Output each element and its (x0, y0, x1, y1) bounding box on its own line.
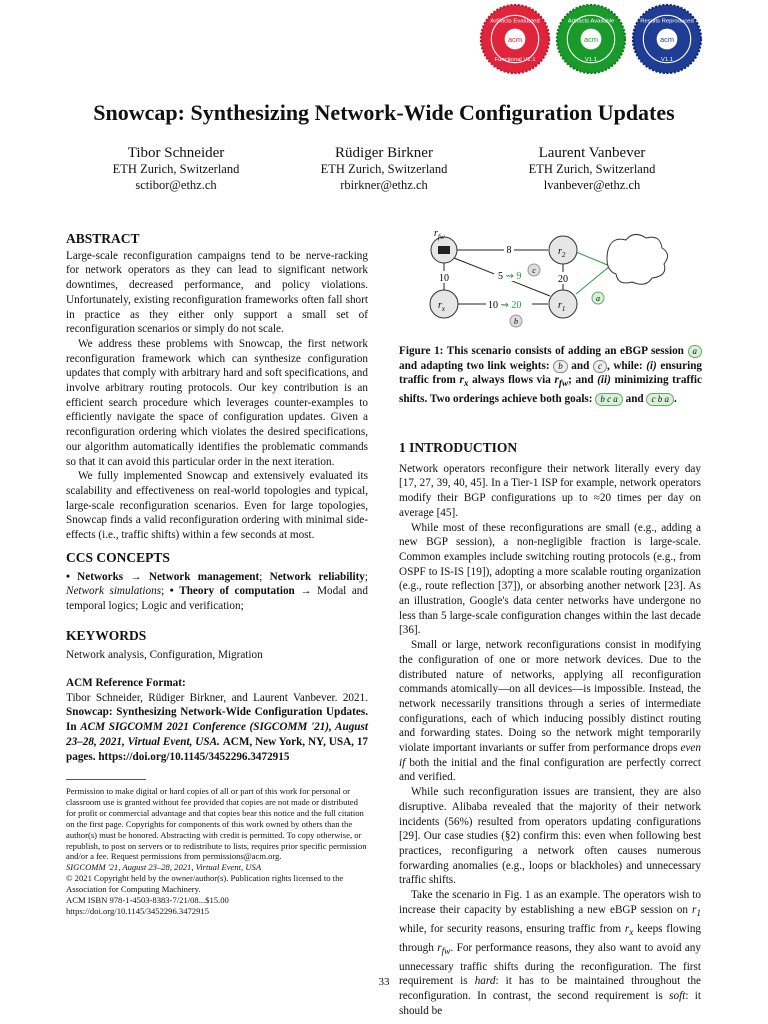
acm-logo: acm (508, 34, 522, 44)
author-name: Rüdiger Birkner (335, 145, 433, 161)
section-heading: ABSTRACT (66, 231, 140, 246)
edge-weight-fw-r1: 5 ⇝ 9 (498, 271, 522, 282)
badge-bottom-text: V1.1 (660, 57, 674, 64)
author-email: sctibor@ethz.ch (135, 178, 217, 192)
abstract-section (66, 232, 368, 543)
author-email: lvanbever@ethz.ch (543, 178, 641, 192)
figure-caption: Figure 1: This scenario consists of adding an eBGP session a and adapting two link weights: b and c , while: (i) ensuring traffic from $r_x$ always flows via $r_{fw}$; and (ii) minimizing traffic shifts. Two orderings achieve both goals: b c a and c b a . (399, 345, 703, 406)
author-name: Laurent Vanbever (538, 145, 646, 161)
section-heading: 1 INTRODUCTION (399, 440, 518, 455)
author-block (66, 145, 286, 193)
node-rx (430, 290, 458, 318)
copyright-text: © 2021 Copyright held by the owner/author(s). Publication rights licensed to the Association for Computing Machinery. (66, 873, 344, 895)
seal-icon (630, 2, 704, 76)
badge-artifacts-evaluated (478, 2, 552, 76)
node-label-rx: $r_x$ (438, 300, 446, 313)
acm-logo: acm (660, 34, 674, 44)
badge-bottom-text: V1.1 (584, 57, 598, 64)
caption-marker-b: b (553, 360, 568, 373)
seal-icon (478, 2, 552, 76)
badge-top-text: Artifacts Evaluated (490, 18, 540, 25)
intro-paragraph: While most of these reconfigurations are small (e.g., adding a new BGP session), a non-negligible fraction is large-scale. Common examples include switching routing protocols (e.g., from OSPF to IS-IS [19]), adopting a more scalable routing organization (e.g., route reflection [37]), or absorbing another network [23]. As an illustration, Google's data center networks have undergone no less than 5 large-scale configuration changes within the last decade [36]. (399, 521, 701, 637)
edge-new-ebgp (576, 266, 610, 294)
edge-weight-rx-r1: 10 ⇝ 20 (488, 300, 522, 311)
ordering-1: b c a (595, 393, 623, 406)
intro-paragraph: Small or large, network reconfigurations consist in modifying the configuration of one or more network devices. Due to the distributed nature of networks, applying all reconfiguration commands atomically—on all devices—is impossible. Instead, the network necessarily transitions through a series of intermediate configurations, each of which inducing possibly distinct routing and forwarding states. Doing so the network might temporarily violate important invariants or suffer from performance drops even if both the initial and the final configuration are perfectly correct and verified. (399, 639, 701, 784)
acm-reference (66, 676, 368, 764)
intro-paragraph: Take the scenario in Fig. 1 as an example. The operators wish to increase their capacity by establishing a new eBGP session on $r_1$ while, for security reasons, ensuring traffic from $r_x$ keeps flowing through $r_{fw}$. For performance reasons, they also want to avoid any unnecessary traffic shifts during the reconfiguration. The first requirement is hard: it has to be maintained throughout the reconfiguration. In contrast, the second requirement is soft: it should be (399, 889, 702, 1017)
keywords-text: Network analysis, Configuration, Migration (66, 648, 263, 661)
author-affiliation: ETH Zurich, Switzerland (320, 162, 448, 176)
figure-1-diagram (408, 228, 698, 338)
permission-block (66, 786, 368, 917)
permission-text: Permission to make digital or hard copies of all or part of this work for personal or classroom use is granted without fee provided that copies are not made or distributed for profit or commercial advantage and that copies bear this notice and the full citation on the first page. Copyrights for components of this work owned by others than the author(s) must be honored. Abstracting with credit is permitted. To copy otherwise, or republish, to post on servers or to redistribute to lists, requires prior specific permission and/or a fee. Request permissions from permissions@acm.org. (66, 786, 367, 862)
badge-top-text: Artifacts Available (567, 18, 615, 25)
node-label-fw: $r_{fw}$ (434, 228, 445, 241)
badge-results-reproduced (630, 2, 704, 76)
section-heading: CCS CONCEPTS (66, 550, 170, 565)
author-affiliation: ETH Zurich, Switzerland (528, 162, 656, 176)
badge-top-text: Results Reproduced (640, 18, 694, 25)
acm-ref-text: Tibor Schneider, Rüdiger Birkner, and Laurent Vanbever. 2021. Snowcap: Synthesizing Network-Wide Configuration Updates. In ACM SIGCOMM 2021 Conference (SIGCOMM '21), August 23–28, 2021, Virtual Event, USA. ACM, New York, NY, USA, 17 pages. https://doi.org/10.1145/3452296.3472915 (66, 691, 369, 763)
author-name: Tibor Schneider (127, 145, 225, 161)
abstract-paragraph: We address these problems with Snowcap, the first network reconfiguration framework which can synthesize configuration updates that comply with arbitrary hard and soft specifications, and involve arbitrary routing protocols. Our key contribution is an efficient search procedure which leverages counter-examples to efficiently navigate the space of configuration updates. Given a reconfiguration ordering which violates the desired specifications, our algorithm automatically identifies the problematic commands so that it can avoid this particular order in the next iteration. (66, 337, 368, 468)
page-number: 33 (378, 976, 390, 988)
author-affiliation: ETH Zurich, Switzerland (112, 162, 240, 176)
intro-paragraph: While such reconfiguration issues are transient, they are also disruptive. Alibaba revealed that the majority of their network incidents (56%) resulted from operators updating configurations [29]. Our case studies (§2) confirm this: even when following best practices, reconfiguring a network often causes numerous forwarding anomalies (e.g., loops or blackholes) and unnecessary traffic shifts. (399, 786, 701, 887)
section-heading: KEYWORDS (66, 628, 147, 643)
intro-paragraph: Network operators reconfigure their network literally every day [17, 27, 39, 40, 45]. In a Tier-1 ISP for example, network operators modify their BGP configurations up to ≈20 times per day on average [45]. (399, 462, 701, 519)
edge-weight-r2-r1: 20 (558, 274, 568, 285)
edge-ebgp-r2 (576, 252, 610, 266)
svg-text:c: c (532, 266, 536, 275)
doi-text: https://doi.org/10.1145/3452296.3472915 (66, 905, 209, 916)
acm-logo: acm (584, 34, 598, 44)
edge-weight-fw-r2: 8 (506, 245, 512, 256)
introduction-section (399, 441, 701, 1018)
ccs-section (66, 551, 368, 614)
abstract-paragraph: We fully implemented Snowcap and extensively evaluated its scalability and effectiveness on real-world topologies and typical, large-scale reconfiguration scenarios. Even for large topologies, Snowcap finds a valid reconfiguration ordering with minimal side-effects (i.e., traffic shifts) within a few seconds at most. (66, 470, 368, 542)
node-label-r2: $r_2$ (558, 246, 566, 259)
node-r2 (549, 236, 577, 264)
badge-artifacts-available (554, 2, 628, 76)
author-block (482, 145, 702, 193)
node-r1 (549, 290, 577, 318)
isbn-text: ACM ISBN 978-1-4503-8383-7/21/08...$15.00 (66, 895, 229, 906)
conference-line: SIGCOMM '21, August 23–28, 2021, Virtual Event, USA (66, 862, 262, 873)
abstract-paragraph: Large-scale reconfiguration campaigns tend to be nerve-racking for network operators as they can lead to significant network downtimes, decreased performance, and policy violations. Unfortunately, existing reconfiguration frameworks often fall short in practice as they either only support a small set of reconfiguration scenarios or simply do not scale. (66, 249, 368, 336)
caption-marker-a: a (688, 345, 703, 358)
ordering-2: c b a (646, 393, 674, 406)
firewall-icon (438, 246, 450, 254)
seal-icon (554, 2, 628, 76)
keywords-section (66, 629, 368, 662)
node-label-r1: $r_1$ (558, 300, 566, 313)
artifact-badges (478, 2, 708, 86)
paper-title: Snowcap: Synthesizing Network-Wide Configuration Updates (93, 100, 675, 125)
ccs-text: • Networks → Network management; Network reliability; Network simulations; • Theory of computation → Modal and temporal logics; Logic and verification; (66, 570, 369, 613)
author-email: rbirkner@ethz.ch (340, 178, 428, 192)
svg-text:b: b (514, 317, 518, 326)
footnote-rule (66, 779, 146, 780)
svg-text:a: a (596, 294, 600, 303)
author-block (274, 145, 494, 193)
edge-weight-fw-rx: 10 (439, 273, 449, 284)
internet-cloud-icon (607, 234, 668, 284)
acm-ref-heading: ACM Reference Format: (66, 677, 186, 689)
caption-marker-c: c (593, 360, 607, 373)
badge-bottom-text: Functional V1.1 (494, 57, 536, 64)
